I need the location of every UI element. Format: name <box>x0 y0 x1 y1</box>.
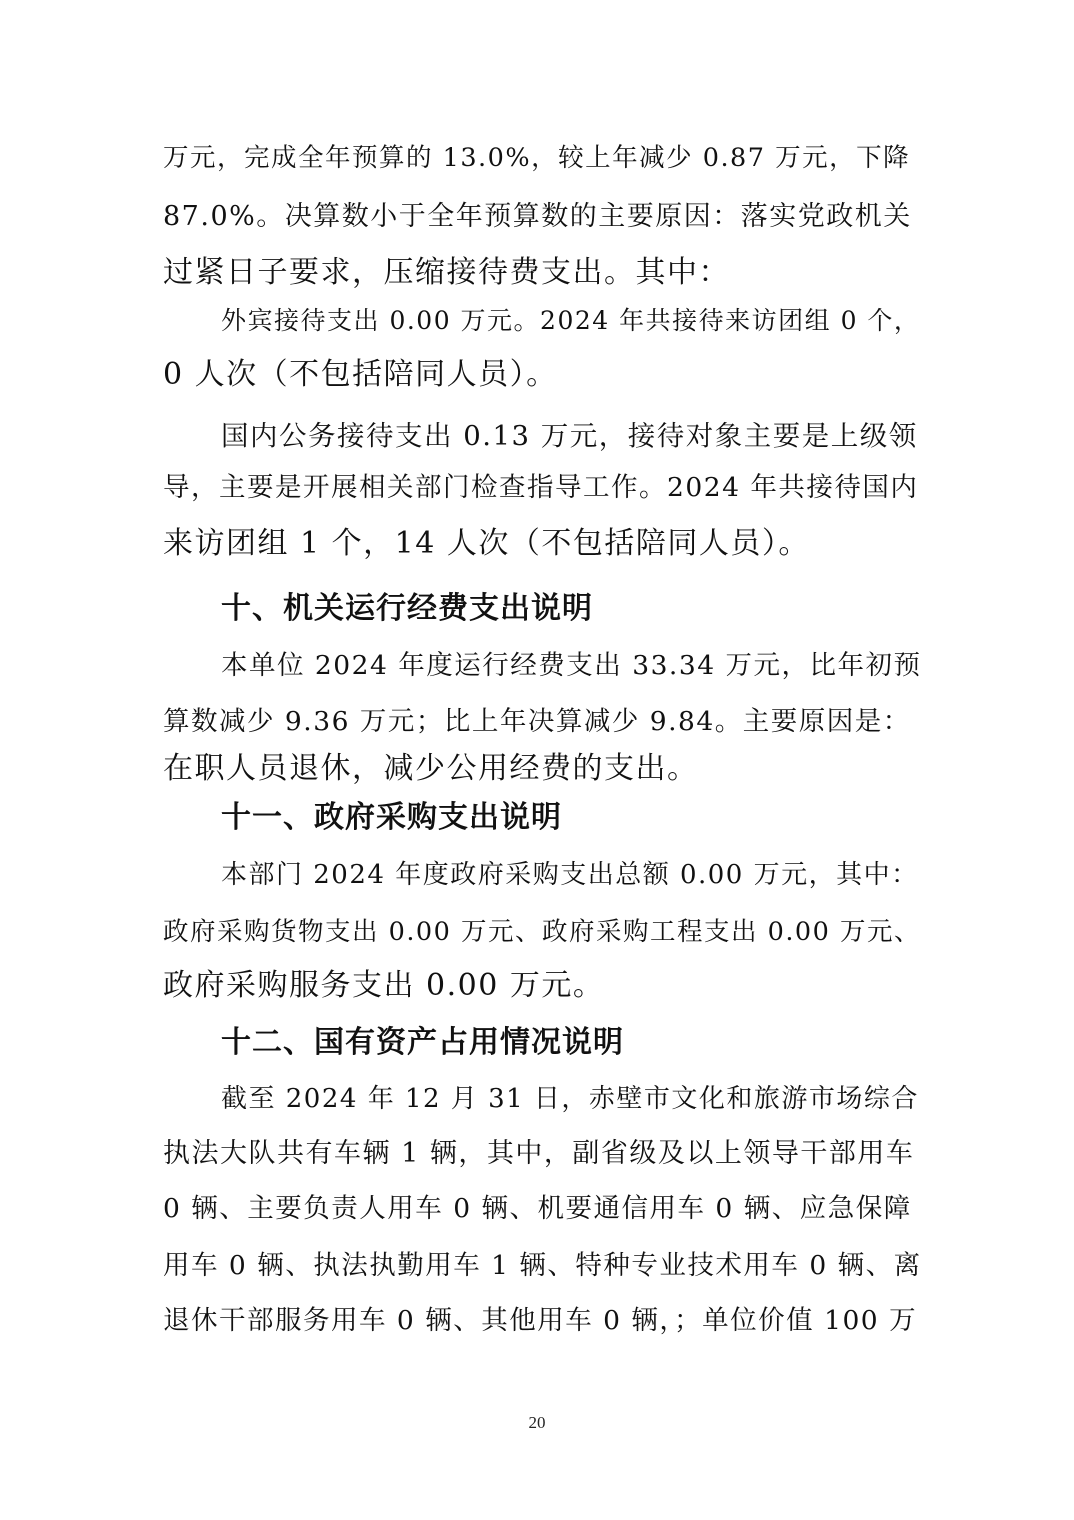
text-line: 用车 0 辆、执法执勤用车 1 辆、特种专业技术用车 0 辆、离 <box>163 1250 922 1281</box>
text-line: 0 人次（不包括陪同人员）。 <box>163 357 558 392</box>
text-line: 国内公务接待支出 0.13 万元，接待对象主要是上级领 <box>221 420 918 452</box>
text-line: 政府采购服务支出 0.00 万元。 <box>163 968 605 1003</box>
text-line: 退休干部服务用车 0 辆、其他用车 0 辆，；单位价值 100 万 <box>163 1305 918 1336</box>
text-line: 执法大队共有车辆 1 辆，其中，副省级及以上领导干部用车 <box>163 1138 915 1169</box>
text-line: 87.0%。决算数小于全年预算数的主要原因：落实党政机关 <box>163 201 912 232</box>
text-line: 0 辆、主要负责人用车 0 辆、机要通信用车 0 辆、应急保障 <box>163 1193 912 1224</box>
section-heading: 十、机关运行经费支出说明 <box>221 591 593 626</box>
text-line: 算数减少 9.36 万元；比上年决算减少 9.84。主要原因是： <box>163 706 911 737</box>
page-number: 20 <box>528 1413 546 1432</box>
text-line: 导，主要是开展相关部门检查指导工作。2024 年共接待国内 <box>163 472 919 503</box>
section-heading: 十一、政府采购支出说明 <box>221 800 562 835</box>
text-line: 本单位 2024 年度运行经费支出 33.34 万元，比年初预 <box>221 650 922 681</box>
text-line: 在职人员退休，减少公用经费的支出。 <box>163 751 699 786</box>
text-line: 截至 2024 年 12 月 31 日，赤壁市文化和旅游市场综合 <box>221 1084 919 1114</box>
text-line: 万元，完成全年预算的 13.0%，较上年减少 0.87 万元，下降 <box>163 143 911 173</box>
text-line: 过紧日子要求，压缩接待费支出。其中： <box>163 255 730 290</box>
section-heading: 十二、国有资产占用情况说明 <box>221 1025 624 1060</box>
text-line: 来访团组 1 个，14 人次（不包括陪同人员）。 <box>163 526 810 561</box>
text-line: 本部门 2024 年度政府采购支出总额 0.00 万元，其中： <box>221 860 919 890</box>
text-line: 政府采购货物支出 0.00 万元、政府采购工程支出 0.00 万元、 <box>163 917 921 947</box>
text-line: 外宾接待支出 0.00 万元。2024 年共接待来访团组 0 个， <box>221 306 921 335</box>
